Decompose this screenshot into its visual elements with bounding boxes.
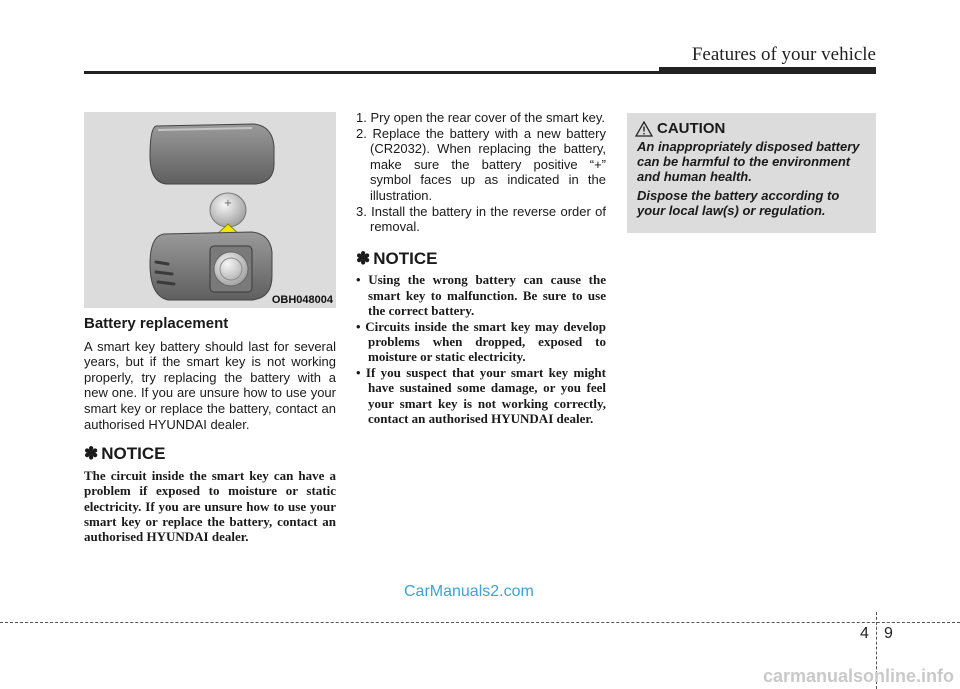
section-title: Battery replacement: [84, 315, 229, 332]
watermark-link[interactable]: CarManuals2.com: [404, 583, 534, 600]
caution-title: CAUTION: [657, 120, 726, 137]
warning-triangle-icon: [635, 121, 653, 137]
smart-key-battery-figure: [84, 112, 336, 308]
caution-line: Dispose the battery according to your local law(s) or regulation.: [637, 188, 840, 218]
bullet-item: • Using the wrong battery can cause the smart key to malfunction. Be sure to use the correct battery.: [356, 272, 606, 319]
notice-bullets: [356, 272, 606, 426]
notice-title: NOTICE: [101, 444, 166, 464]
chapter-number: 4: [860, 625, 869, 642]
middle-column: [356, 110, 606, 426]
caution-box: [627, 113, 876, 233]
header-title: Features of your vehicle: [691, 44, 876, 65]
bullet-item: • Circuits inside the smart key may develop problems when dropped, exposed to moisture or static electricity.: [356, 318, 606, 365]
left-column: [84, 316, 336, 545]
bullet-item: • If you suspect that your smart key might have sustained some damage, or you feel your smart key is not working correctly, contact an authorised HYUNDAI dealer.: [356, 364, 606, 426]
page-number: 9: [884, 625, 893, 642]
step-item: 2. Replace the battery with a new battery (CR2032). When replacing the battery, make sure the battery positive “+” symbol faces up as indicated in the illustration.: [356, 125, 606, 203]
notice-heading: [356, 248, 606, 268]
caution-text: [637, 139, 868, 218]
watermark-site: carmanualsonline.info: [762, 666, 954, 686]
notice-icon: ✽: [356, 248, 371, 268]
caution-line: An inappropriately disposed battery can be harmful to the environment and human health.: [637, 139, 860, 184]
notice-body: The circuit inside the smart key can have a problem if exposed to moisture or static electricity. If you are unsure how to use your smart key or replace the battery, contact an authorised HYUNDAI dealer.: [84, 467, 336, 545]
notice-heading: [84, 446, 336, 462]
step-item: 3. Install the battery in the reverse order of removal.: [356, 203, 606, 235]
procedure-steps: [356, 110, 606, 235]
header-rule-accent: [659, 67, 876, 73]
caution-heading: [635, 120, 876, 137]
step-item: 1. Pry open the rear cover of the smart key.: [356, 110, 606, 125]
figure-code: OBH048004: [271, 294, 333, 306]
smart-key-illustration: [84, 112, 336, 308]
notice-icon: ✽: [84, 444, 99, 464]
notice-title: NOTICE: [373, 248, 438, 268]
svg-text:+: +: [223, 198, 233, 209]
section-body: A smart key battery should last for several years, but if the smart key is not working properly, try replacing the battery with a new one. If you are unsure how to use your smart key or replace the battery, contact an authorised HYUNDAI dealer.: [84, 338, 336, 432]
footer-rule: [0, 622, 960, 623]
